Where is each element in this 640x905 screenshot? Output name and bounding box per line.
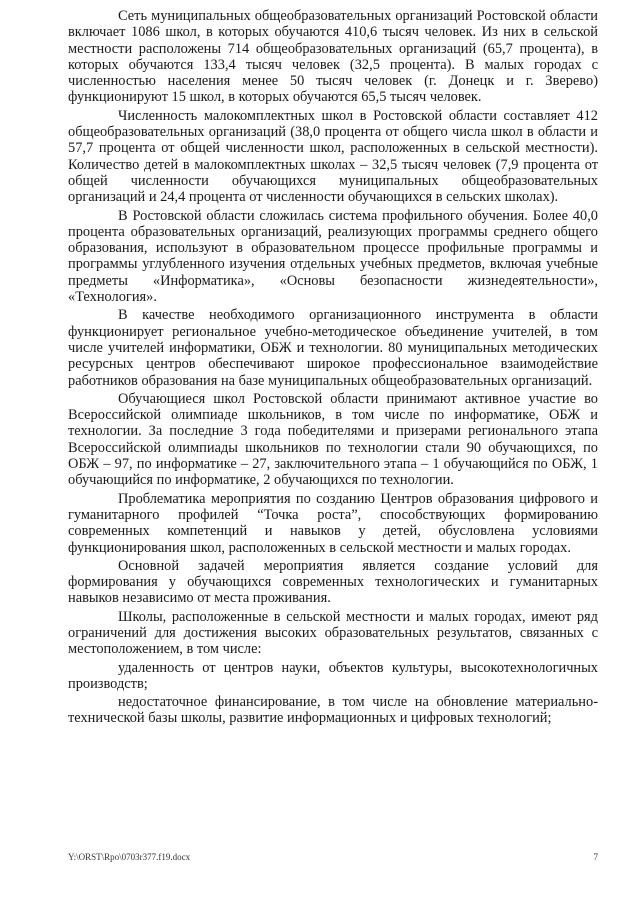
paragraph-small-schools: Численность малокомплектных школ в Ростовской области составляет 412 общеобразовательных организаций (38,0 процента от общего числа школ в области и 57,7 процента от общей численности школ, расположенных в сельской местности). Количество детей в малокомплектных школах – 32,5 тысяч человек (7,9 процента от общей численности обучающихся муниципальных общеобразовательных организаций и 24,4 процента от численности обучающихся в сельских школах).: [68, 107, 598, 206]
paragraph-school-network: Сеть муниципальных общеобразовательных организаций Ростовской области включает 1086 школ, в которых обучаются 410,6 тысяч человек. Из них в сельской местности расположены 714 общеобразовательных организаций (65,7 процента), в которых обучаются 133,4 тысяч человек (32,5 процента). В малых городах с численностью населения менее 50 тысяч человек (г. Донецк и г. Зверево) функционируют 15 школ, в которых обучаются 65,5 тысяч человек.: [68, 8, 598, 106]
paragraph-olympiad: Обучающиеся школ Ростовской области принимают активное участие во Всероссийской олимпиаде школьников, в том числе по информатике, ОБЖ и технологии. За последние 3 года победителями и призерами регионального этапа Всероссийской олимпиады школьников по технологии стали 90 обучающихся, по ОБЖ – 97, по информатике – 27, заключительного этапа – 1 обучающийся по ОБЖ, 1 обучающийся по информатике, 2 обучающихся по технологии.: [68, 390, 598, 489]
list-item-funding: недостаточное финансирование, в том числе на обновление материально-технической базы школы, развитие информационных и цифровых технологий;: [68, 694, 598, 727]
paragraph-profile-education: В Ростовской области сложилась система профильного обучения. Более 40,0 процента образовательных организаций, реализующих программы среднего общего образования, используют в образовательном процессе профильные программы и программы углубленного изучения отдельных учебных предметов, включая учебные предметы «Информатика», «Основы безопасности жизнедеятельности», «Технология».: [68, 207, 598, 306]
list-item-remoteness: удаленность от центров науки, объектов культуры, высокотехнологичных производств;: [68, 659, 598, 692]
paragraph-methodical-association: В качестве необходимого организационного инструмента в области функционирует региональное учебно-методическое объединение учителей, в том числе учителей информатики, ОБЖ и технологии. 80 муниципальных методических ресурсных центров обеспечивают широкое профессиональное взаимодействие работников образования на базе муниципальных общеобразовательных организаций.: [68, 307, 598, 389]
file-path: Y:\ORST\Rpo\0703r377.f19.docx: [68, 852, 191, 862]
page-number: 7: [593, 852, 598, 862]
paragraph-limitations: Школы, расположенные в сельской местности и малых городах, имеют ряд ограничений для достижения высоких образовательных результатов, связанных с местоположением, в том числе:: [68, 608, 598, 658]
paragraph-tochka-rosta: Проблематика мероприятия по созданию Центров образования цифрового и гуманитарного профилей “Точка роста”, способствующих формированию современных компетенций и навыков у детей, обусловлена условиями функционирования школ, расположенных в сельской местности и малых городах.: [68, 490, 598, 556]
paragraph-main-task: Основной задачей мероприятия является создание условий для формирования у обучающихся современных технологических и гуманитарных навыков независимо от места проживания.: [68, 557, 598, 607]
document-body: [68, 8, 598, 729]
